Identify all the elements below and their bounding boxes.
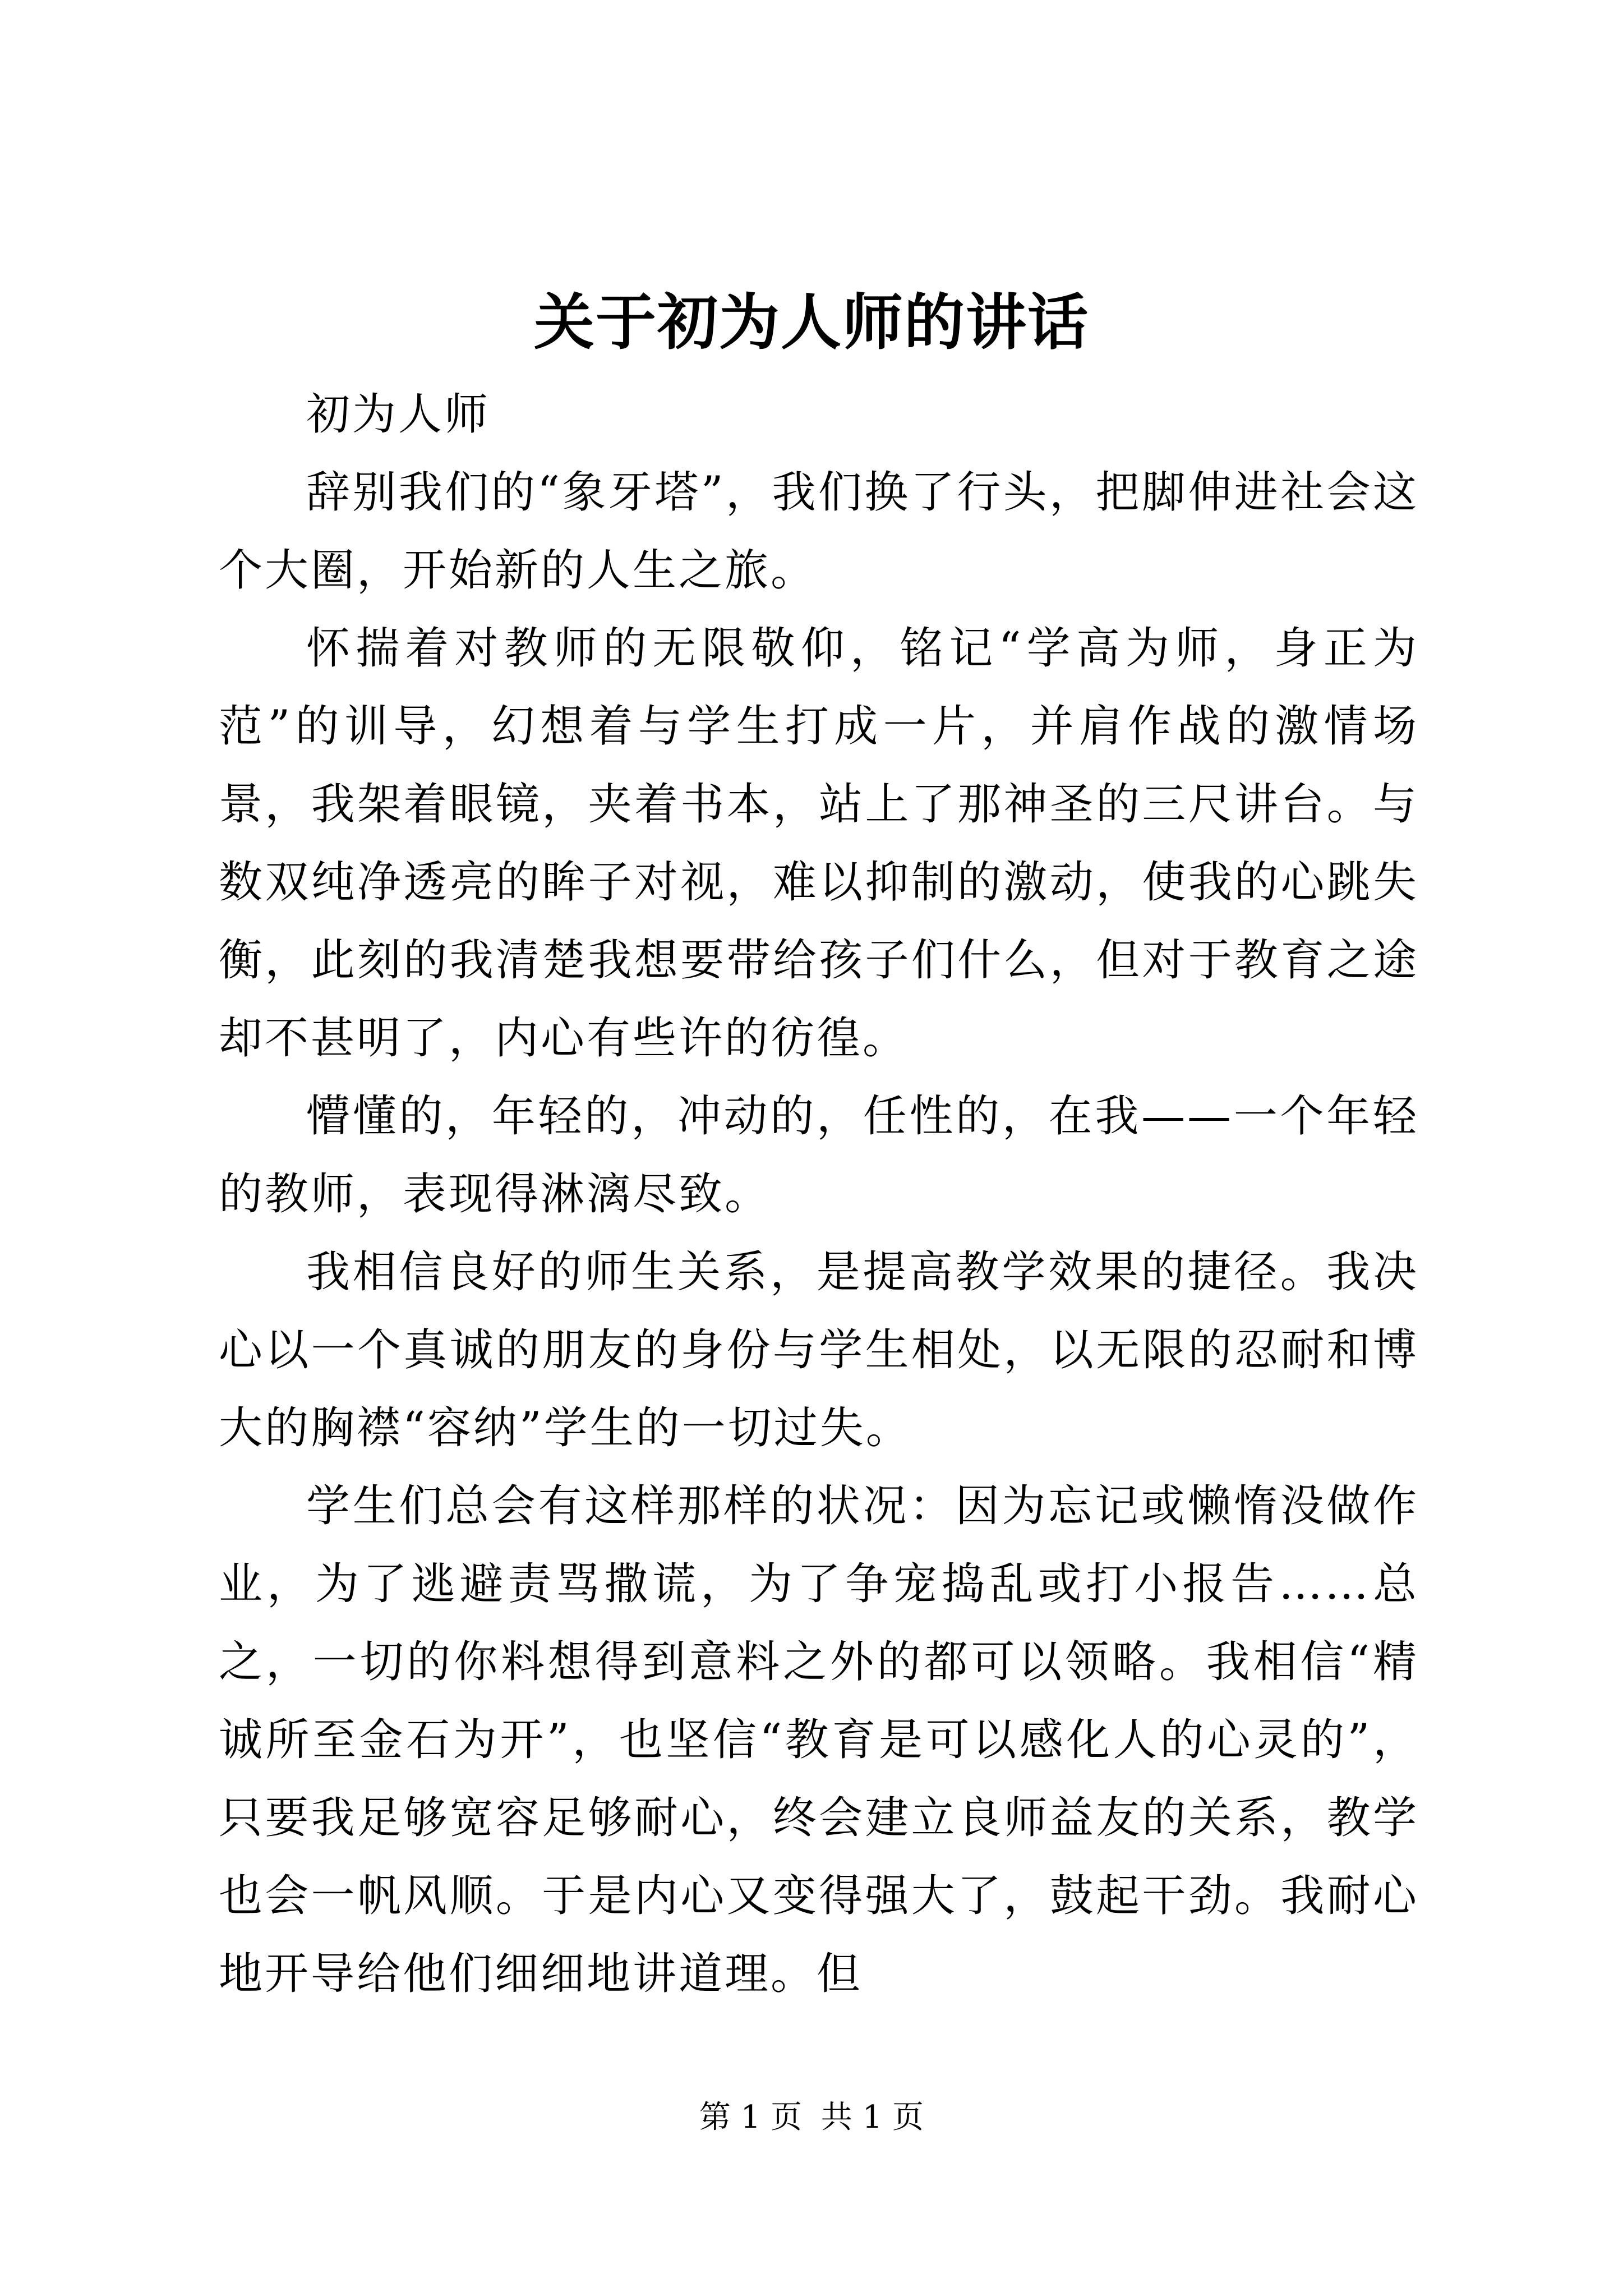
page-total: 共 1 页 bbox=[820, 2099, 924, 2136]
page-footer bbox=[0, 2095, 1623, 2140]
paragraph: 初为人师 bbox=[306, 389, 491, 440]
document-title: 关于初为人师的讲话 bbox=[533, 287, 1089, 358]
paragraph: 懵懂的，年轻的，冲动的，任性的，在我——一个年轻的教师，表现得淋漓尽致。 bbox=[219, 1091, 1419, 1220]
page-number: 第 1 页 bbox=[699, 2099, 803, 2136]
paragraph: 学生们总会有这样那样的状况：因为忘记或懒惰没做作业，为了逃避责骂撒谎，为了争宠捣乱或打小报告……总之，一切的你料想得到意料之外的都可以领略。我相信“精诚所至金石为开”，也坚信“教育是可以感化人的心灵的”，只要我足够宽容足够耐心，终会建立良师益友的关系，教学也会一帆风顺。于是内心又变得强大了，鼓起干劲。我耐心地开导给他们细细地讲道理。但 bbox=[219, 1481, 1419, 1999]
paragraph: 我相信良好的师生关系，是提高教学效果的捷径。我决心以一个真诚的朋友的身份与学生相处，以无限的忍耐和博大的胸襟“容纳”学生的一切过失。 bbox=[219, 1247, 1419, 1453]
document-body bbox=[219, 376, 1419, 2013]
paragraph: 怀揣着对教师的无限敬仰，铭记“学高为师，身正为范”的训导，幻想着与学生打成一片，并肩作战的激情场景，我架着眼镜，夹着书本，站上了那神圣的三尺讲台。与数双纯净透亮的眸子对视，难以抑制的激动，使我的心跳失衡，此刻的我清楚我想要带给孩子们什么，但对于教育之途却不甚明了，内心有些许的彷徨。 bbox=[219, 623, 1419, 1064]
paragraph: 辞别我们的“象牙塔”，我们换了行头，把脚伸进社会这个大圈，开始新的人生之旅。 bbox=[219, 467, 1419, 596]
